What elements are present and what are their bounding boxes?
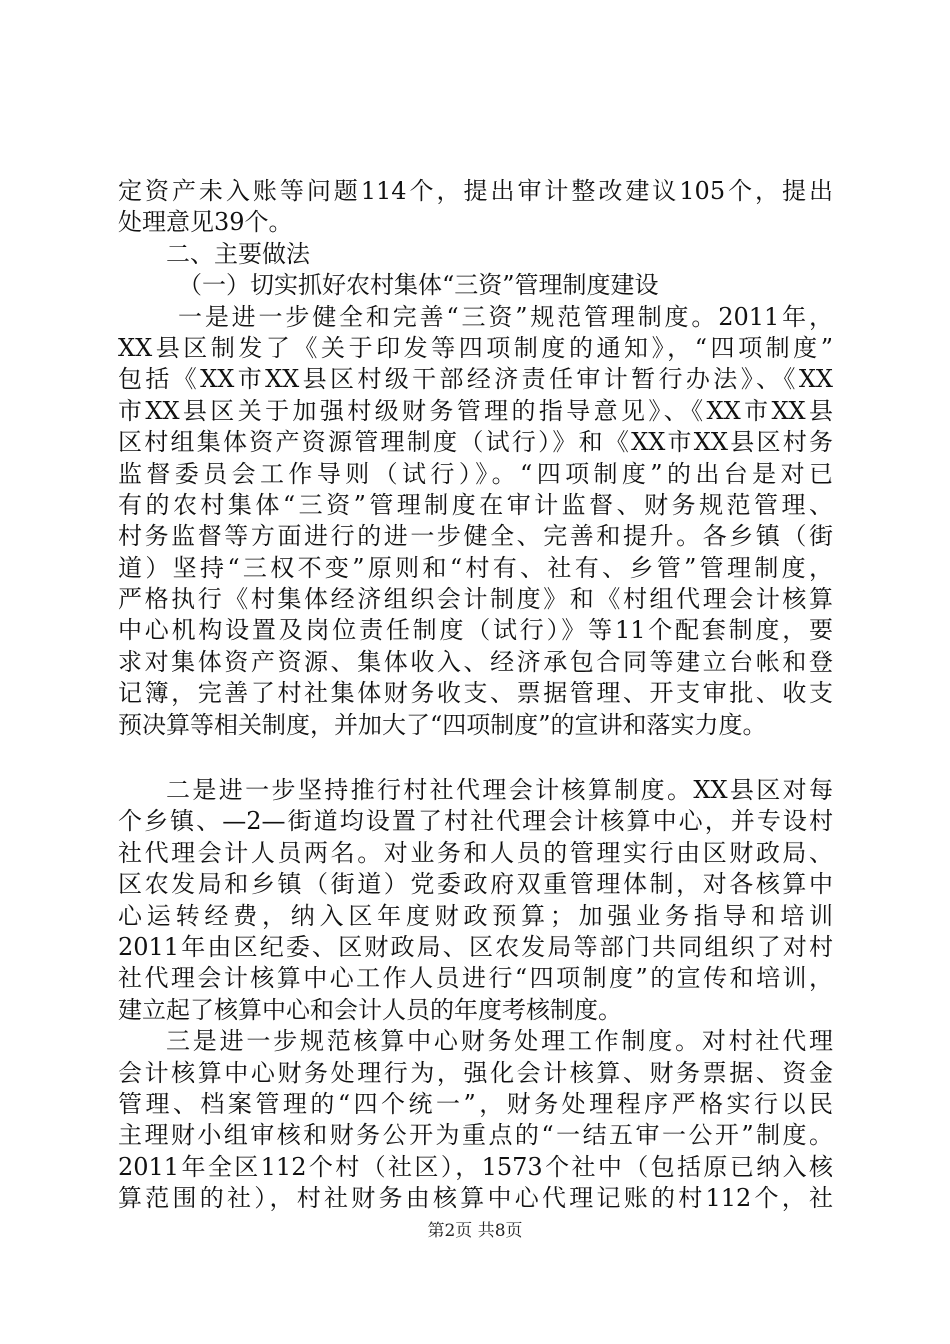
text-line: 记簿，完善了村社集体财务收支、票据管理、开支审批、收支 bbox=[118, 679, 833, 708]
text-line: 包括《XX市XX县区村级干部经济责任审计暂行办法》、《XX bbox=[118, 365, 833, 394]
paragraph-second-measure bbox=[118, 775, 833, 1026]
text-line: 建立起了核算中心和会计人员的年度考核制度。 bbox=[118, 995, 622, 1024]
text-line: 一是进一步健全和完善“三资”规范管理制度。2011年， bbox=[178, 302, 833, 331]
text-line: 主理财小组审核和财务公开为重点的“一结五审一公开”制度。 bbox=[118, 1121, 833, 1150]
text-line: 市XX县区关于加强村级财务管理的指导意见》、《XX市XX县 bbox=[118, 396, 833, 425]
text-line: 监督委员会工作导则（试行）》。“四项制度”的出台是对已 bbox=[118, 459, 833, 488]
text-line: 道）坚持“三权不变”原则和“村有、社有、乡管”管理制度， bbox=[118, 553, 833, 582]
text-line: 有的农村集体“三资”管理制度在审计监督、财务规范管理、 bbox=[118, 490, 833, 519]
text-line: 区农发局和乡镇（街道）党委政府双重管理体制，对各核算中 bbox=[118, 870, 833, 899]
text-line: 个乡镇、—2—街道均设置了村社代理会计核算中心，并专设村 bbox=[118, 807, 833, 836]
text-line: 定资产未入账等问题114个，提出审计整改建议105个，提出 bbox=[118, 177, 833, 205]
text-line: 严格执行《村集体经济组织会计制度》和《村组代理会计核算 bbox=[118, 585, 833, 614]
text-line: 心运转经费，纳入区年度财政预算；加强业务指导和培训 bbox=[118, 901, 833, 930]
text-line: 中心机构设置及岗位责任制度（试行）》等11个配套制度，要 bbox=[118, 616, 833, 645]
subsection-heading: （一）切实抓好农村集体“三资”管理制度建设 bbox=[178, 271, 659, 300]
text-line: 会计核算中心财务处理行为，强化会计核算、财务票据、资金 bbox=[118, 1058, 833, 1087]
text-line: XX县区制发了《关于印发等四项制度的通知》，“四项制度” bbox=[118, 333, 833, 362]
text-line: 三是进一步规范核算中心财务处理工作制度。对村社代理 bbox=[166, 1027, 833, 1056]
text-line: 求对集体资产资源、集体收入、经济承包合同等建立台帐和登 bbox=[118, 647, 833, 676]
text-line: 区村组集体资产资源管理制度（试行）》和《XX市XX县区村务 bbox=[118, 428, 833, 457]
paragraph-third-measure bbox=[118, 1026, 833, 1214]
text-line: 社代理会计核算中心工作人员进行“四项制度”的宣传和培训， bbox=[118, 964, 833, 993]
document-body bbox=[118, 176, 833, 1215]
text-line: 二是进一步坚持推行村社代理会计核算制度。XX县区对每 bbox=[166, 776, 833, 805]
text-line: 村务监督等方面进行的进一步健全、完善和提升。各乡镇（街 bbox=[118, 522, 833, 551]
paragraph-gap bbox=[118, 741, 833, 775]
page-number-footer: 第2页 共8页 bbox=[427, 1221, 523, 1241]
text-line: 2011年由区纪委、区财政局、区农发局等部门共同组织了对村 bbox=[118, 932, 833, 961]
text-line: 预决算等相关制度，并加大了“四项制度”的宣讲和落实力度。 bbox=[118, 710, 767, 739]
text-line: 算范围的社），村社财务由核算中心代理记账的村112个，社 bbox=[118, 1184, 833, 1213]
section-heading: 二、主要做法 bbox=[166, 239, 310, 268]
text-line: 2011年全区112个村（社区），1573个社中（包括原已纳入核 bbox=[118, 1152, 833, 1181]
text-line: 社代理会计人员两名。对业务和人员的管理实行由区财政局、 bbox=[118, 838, 833, 867]
paragraph-first-measure bbox=[118, 302, 833, 741]
text-line: 管理、档案管理的“四个统一”，财务处理程序严格实行以民 bbox=[118, 1089, 833, 1118]
paragraph-intro-continuation bbox=[118, 176, 833, 239]
text-line: 处理意见39个。 bbox=[118, 208, 293, 237]
